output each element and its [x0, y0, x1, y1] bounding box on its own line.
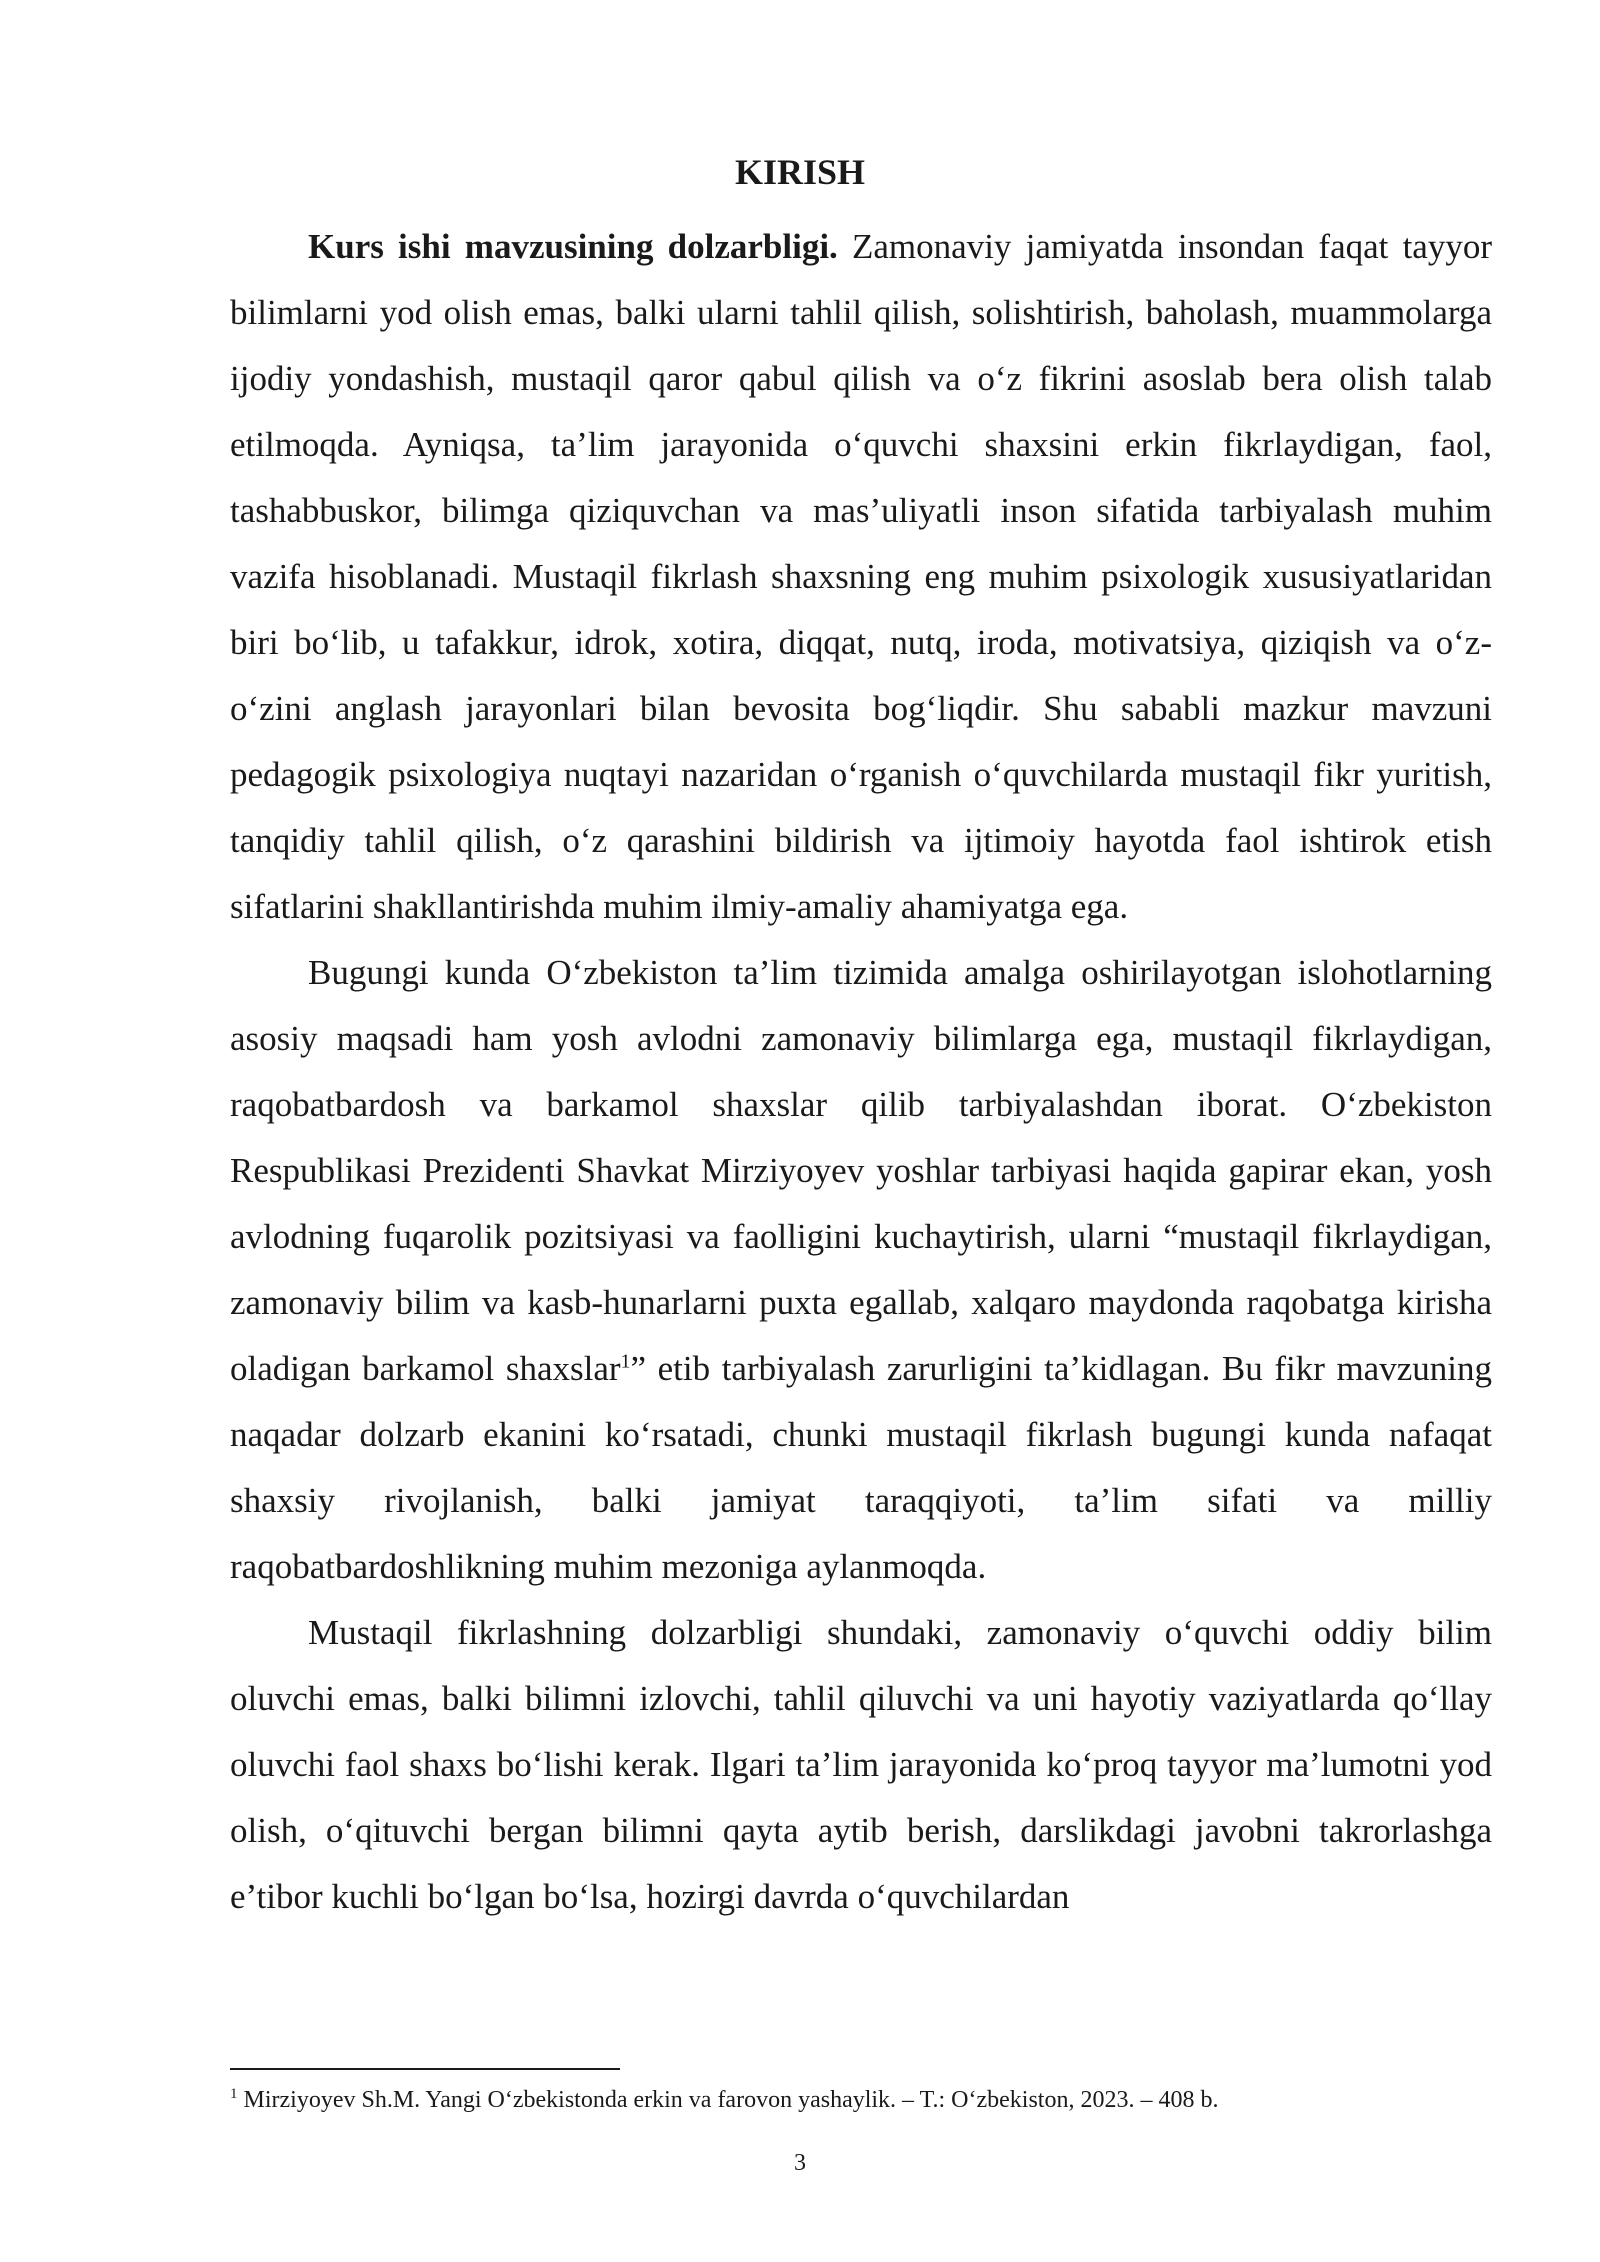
- paragraph-reforms: [230, 940, 1492, 1600]
- paragraph-relevance: [230, 214, 1492, 940]
- intro-heading: Kurs ishi mavzusining dolzarbligi.: [308, 227, 838, 266]
- footnote-reference[interactable]: 1: [620, 1350, 631, 1373]
- paragraph-2-text-after-ref: ” etib tarbiyalash zarurligini ta’kidlagan. Bu fikr mavzuning naqadar dolzarb ekanini ko‘rsatadi, chunki mustaqil fikrlash bugungi kunda nafaqat shaxsiy rivojlanish, balki jamiyat taraqqiyoti, ta’lim sifati va milliy raqobatbardoshlikning muhim mezoniga aylanmoqda.: [230, 1349, 1492, 1586]
- paragraph-1-text: Zamonaviy jamiyatda insondan faqat tayyor bilimlarni yod olish emas, balki ularni tahlil qilish, solishtirish, baholash, muammolarga ijodiy yondashish, mustaqil qaror qabul qilish va o‘z fikrini asoslab bera olish talab etilmoqda. Ayniqsa, ta’lim jarayonida o‘quvchi shaxsini erkin fikrlaydigan, faol, tashabbuskor, bilimga qiziquvchan va mas’uliyatli inson sifatida tarbiyalash muhim vazifa hisoblanadi. Mustaqil fikrlash shaxsning eng muhim psixologik xususiyatlaridan biri bo‘lib, u tafakkur, idrok, xotira, diqqat, nutq, iroda, motivatsiya, qiziqish va o‘z-o‘zini anglash jarayonlari bilan bevosita bog‘liqdir. Shu sababli mazkur mavzuni pedagogik psixologiya nuqtayi nazaridan o‘rganish o‘quvchilarda mustaqil fikr yuritish, tanqidiy tahlil qilish, o‘z qarashini bildirish va ijtimoiy hayotda faol ishtirok etish sifatlarini shakllantirishda muhim ilmiy-amaliy ahamiyatga ega.: [230, 227, 1492, 926]
- paragraph-independent-thinking: [230, 1600, 1492, 1930]
- footnote-text: Mirziyoyev Sh.M. Yangi O‘zbekistonda erkin va farovon yashaylik. – T.: O‘zbekiston, 2023. – 408 b.: [237, 2087, 1219, 2113]
- footnote-separator: [230, 2068, 620, 2070]
- paragraph-3-text: Mustaqil fikrlashning dolzarbligi shundaki, zamonaviy o‘quvchi oddiy bilim oluvchi emas, balki bilimni izlovchi, tahlil qiluvchi va uni hayotiy vaziyatlarda qo‘llay oluvchi faol shaxs bo‘lishi kerak. Ilgari ta’lim jarayonida ko‘proq tayyor ma’lumotni yod olish, o‘qituvchi bergan bilimni qayta aytib berish, darslikdagi javobni takrorlashga e’tibor kuchli bo‘lgan bo‘lsa, hozirgi davrda o‘quvchilardan: [230, 1613, 1492, 1916]
- paragraph-2-text-before-ref: Bugungi kunda O‘zbekiston ta’lim tizimida amalga oshirilayotgan islohotlarning asosiy maqsadi ham yosh avlodni zamonaviy bilimlarga ega, mustaqil fikrlaydigan, raqobatbardosh va barkamol shaxslar qilib tarbiyalashdan iborat. O‘zbekiston Respublikasi Prezidenti Shavkat Mirziyoyev yoshlar tarbiyasi haqida gapirar ekan, yosh avlodning fuqarolik pozitsiyasi va faolligini kuchaytirish, ularni “mustaqil fikrlaydigan, zamonaviy bilim va kasb-hunarlarni puxta egallab, xalqaro maydonda raqobatga kirisha oladigan barkamol shaxslar: [230, 953, 1492, 1388]
- body-text: [230, 214, 1492, 1930]
- footnote: [230, 2084, 1492, 2116]
- section-title: KIRISH: [734, 152, 866, 192]
- footnote-number: 1: [230, 2086, 238, 2102]
- page-number: 3: [794, 2150, 806, 2176]
